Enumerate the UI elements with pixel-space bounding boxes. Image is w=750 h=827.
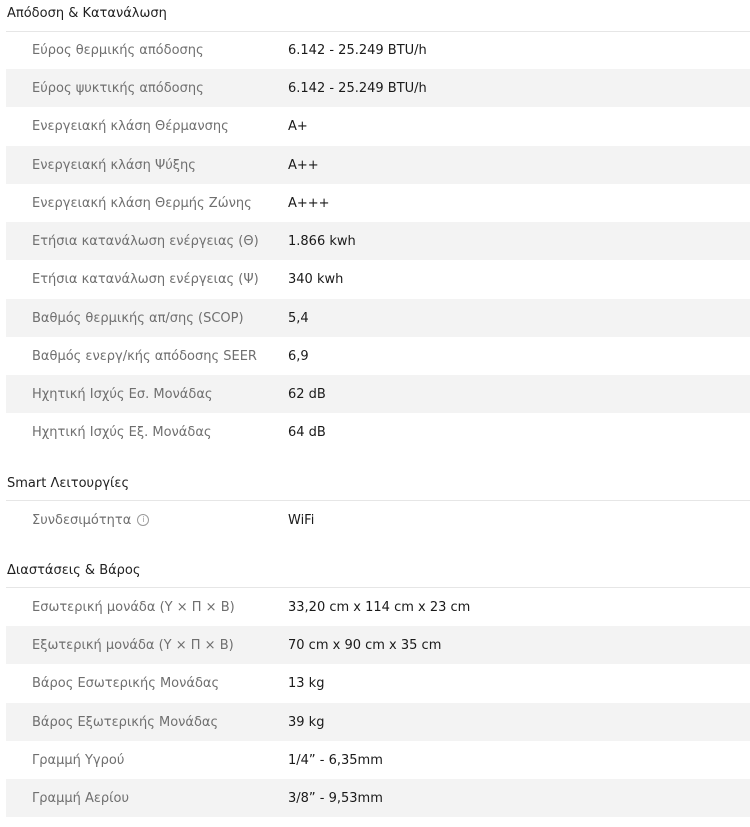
spec-value: 340 kwh: [288, 271, 344, 287]
spec-row: [6, 222, 750, 260]
spec-row: [6, 501, 750, 539]
spec-value: 13 kg: [288, 675, 325, 691]
spec-value: 1.866 kwh: [288, 233, 356, 249]
section-title-performance: Απόδοση & Κατανάλωση: [7, 6, 167, 21]
spec-row: [6, 413, 750, 451]
spec-label: Εσωτερική μονάδα (Υ × Π × Β): [32, 599, 235, 615]
spec-row: [6, 337, 750, 375]
spec-row: [6, 260, 750, 298]
spec-row: [6, 375, 750, 413]
spec-value: 39 kg: [288, 714, 325, 730]
info-circle-icon[interactable]: i: [137, 514, 149, 526]
spec-label: Ενεργειακή κλάση Θέρμανσης: [32, 118, 229, 134]
spec-row: [6, 107, 750, 145]
spec-row: [6, 703, 750, 741]
spec-label: Γραμμή Υγρού: [32, 752, 125, 768]
spec-label-text: Συνδεσιμότητα: [32, 512, 132, 528]
spec-row: [6, 184, 750, 222]
spec-row: [6, 779, 750, 817]
spec-value: A++: [288, 157, 319, 173]
spec-label: Εξωτερική μονάδα (Υ × Π × Β): [32, 637, 234, 653]
spec-value: WiFi: [288, 512, 315, 528]
spec-value: 3/8” - 9,53mm: [288, 790, 383, 806]
spec-value: 6.142 - 25.249 BTU/h: [288, 80, 427, 96]
spec-label: Ηχητική Ισχύς Εσ. Μονάδας: [32, 386, 213, 402]
spec-label: Γραμμή Αερίου: [32, 790, 130, 806]
spec-row: [6, 69, 750, 107]
spec-value: 5,4: [288, 310, 309, 326]
spec-label: Βάρος Εξωτερικής Μονάδας: [32, 714, 219, 730]
spec-row: [6, 31, 750, 69]
spec-label: Βάρος Εσωτερικής Μονάδας: [32, 675, 220, 691]
spec-label: Ενεργειακή κλάση Θερμής Ζώνης: [32, 195, 252, 211]
spec-label: Βαθμός ενεργ/κής απόδοσης SEER: [32, 348, 257, 364]
spec-value: 6.142 - 25.249 BTU/h: [288, 42, 427, 58]
spec-row: [6, 299, 750, 337]
spec-label: [32, 513, 149, 528]
spec-row: [6, 146, 750, 184]
spec-value: 64 dB: [288, 424, 326, 440]
spec-label: Ενεργειακή κλάση Ψύξης: [32, 157, 196, 173]
spec-label: Βαθμός θερμικής απ/σης (SCOP): [32, 310, 244, 326]
spec-row: [6, 588, 750, 626]
spec-value: 6,9: [288, 348, 309, 364]
spec-value: 62 dB: [288, 386, 326, 402]
spec-label: Ετήσια κατανάλωση ενέργειας (Ψ): [32, 271, 259, 287]
spec-row: [6, 626, 750, 664]
section-title-dimensions: Διαστάσεις & Βάρος: [7, 563, 141, 578]
spec-value: 70 cm x 90 cm x 35 cm: [288, 637, 442, 653]
spec-label: Εύρος ψυκτικής απόδοσης: [32, 80, 204, 96]
spec-label: Εύρος θερμικής απόδοσης: [32, 42, 204, 58]
spec-row: [6, 741, 750, 779]
spec-value: A+++: [288, 195, 330, 211]
spec-row: [6, 664, 750, 702]
spec-value: A+: [288, 118, 308, 134]
spec-value: 1/4” - 6,35mm: [288, 752, 383, 768]
section-title-smart: Smart Λειτουργίες: [7, 476, 130, 491]
spec-label: Ηχητική Ισχύς Εξ. Μονάδας: [32, 424, 212, 440]
spec-label: Ετήσια κατανάλωση ενέργειας (Θ): [32, 233, 259, 249]
spec-value: 33,20 cm x 114 cm x 23 cm: [288, 599, 471, 615]
